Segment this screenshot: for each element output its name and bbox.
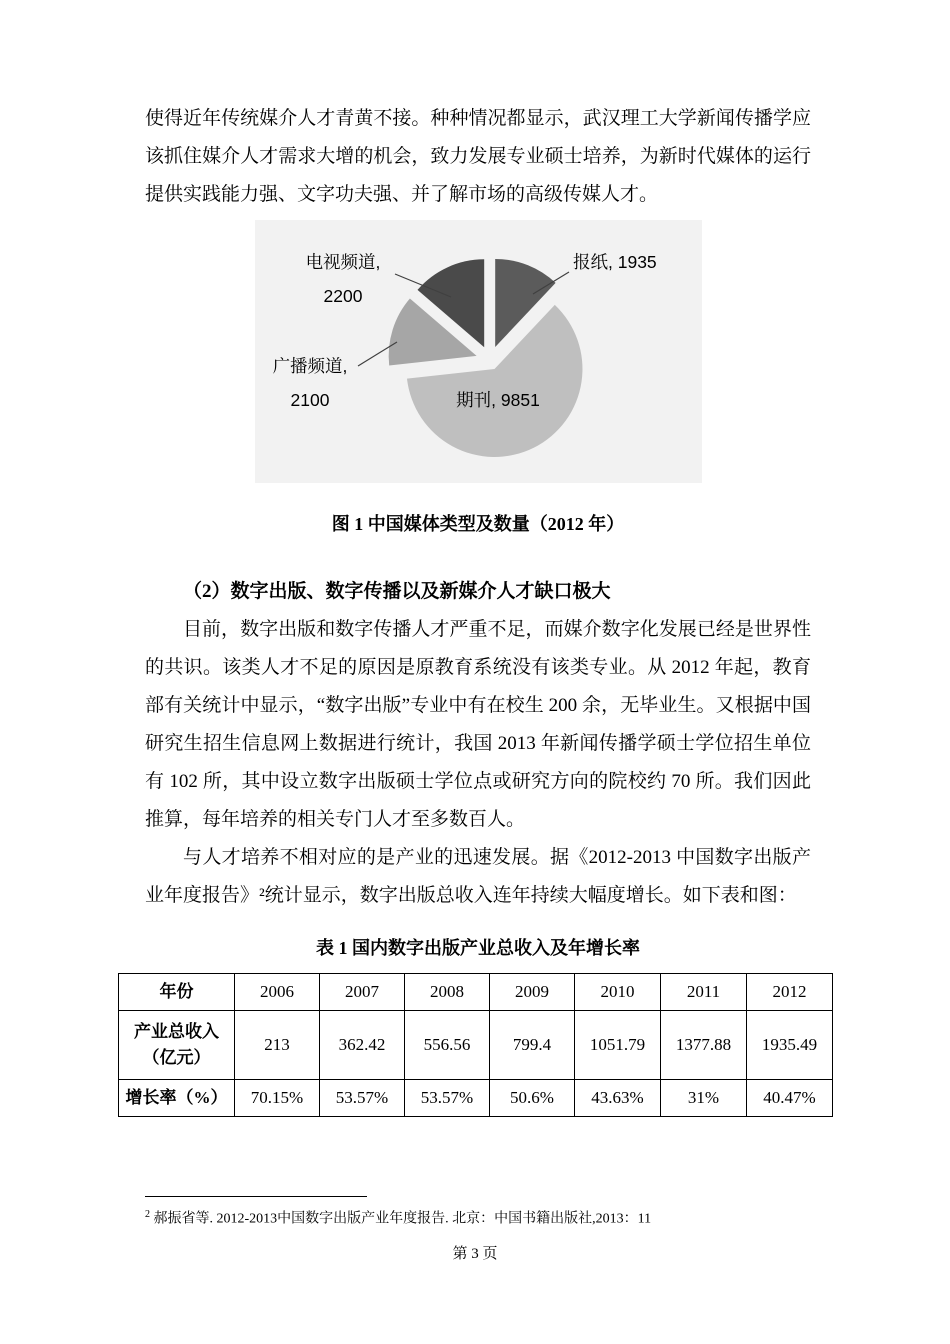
table-header-row [119, 974, 833, 1011]
table-header-2011: 2011 [661, 974, 747, 1011]
table-header-2012: 2012 [747, 974, 833, 1011]
row-label-growth: 增长率（%） [119, 1080, 235, 1117]
pie-label-dianshi-value: 2200 [323, 286, 362, 306]
growth-2007: 53.57% [320, 1080, 405, 1117]
growth-2008: 53.57% [405, 1080, 490, 1117]
table-row-revenue [119, 1011, 833, 1080]
growth-2009: 50.6% [490, 1080, 575, 1117]
body-paragraph-1: 使得近年传统媒介人才青黄不接。种种情况都显示，武汉理工大学新闻传播学应该抓住媒介人才需求大增的机会，致力发展专业硕士培养，为新时代媒体的运行提供实践能力强、文字功夫强、并了解市场的高级传媒人才。 [145, 108, 811, 205]
revenue-2011: 1377.88 [661, 1011, 747, 1080]
footnote-divider [145, 1196, 367, 1197]
pie-label-guangbo-name: 广播频道, [272, 356, 347, 376]
table-header-2008: 2008 [405, 974, 490, 1011]
table-header-2010: 2010 [575, 974, 661, 1011]
revenue-2008: 556.56 [405, 1011, 490, 1080]
revenue-2009: 799.4 [490, 1011, 575, 1080]
footnote-marker: 2 [145, 1209, 150, 1220]
row-label-revenue [119, 1011, 235, 1080]
table-row-growth [119, 1080, 833, 1117]
footnote-area [145, 1196, 811, 1230]
revenue-2007: 362.42 [320, 1011, 405, 1080]
page-number: 第 3 页 [452, 1246, 498, 1262]
pie-chart-figure [255, 220, 702, 483]
revenue-table [118, 973, 833, 1117]
pie-chart [255, 220, 702, 483]
body-paragraph-3: 与人才培养不相对应的是产业的迅速发展。据《2012-2013 中国数字出版产业年度报告》²统计显示，数字出版总收入连年持续大幅度增长。如下表和图： [145, 847, 811, 906]
table-header-2006: 2006 [235, 974, 320, 1011]
footnote-citation: 郝振省等. 2012-2013中国数字出版产业年度报告. 北京：中国书籍出版社,2013：11 [150, 1211, 652, 1227]
growth-2006: 70.15% [235, 1080, 320, 1117]
revenue-2012: 1935.49 [747, 1011, 833, 1080]
pie-label-dianshi-name: 电视频道, [305, 252, 380, 272]
figure-caption: 图 1 中国媒体类型及数量（2012 年） [331, 514, 625, 534]
revenue-2006: 213 [235, 1011, 320, 1080]
footnote [145, 1205, 811, 1230]
growth-2012: 40.47% [747, 1080, 833, 1117]
body-paragraph-2: 目前，数字出版和数字传播人才严重不足，而媒介数字化发展已经是世界性的共识。该类人才不足的原因是原教育系统没有该类专业。从 2012 年起，教育部有关统计中显示，“数字出版”专业中有在校生 200 余，无毕业生。又根据中国研究生招生信息网上数据进行统计，我国 2013 年新闻传播学硕士学位招生单位有 102 所，其中设立数字出版硕士学位点或研究方向的院校约 70 所。我们因此推算，每年培养的相关专门人才至多数百人。 [145, 619, 811, 830]
table-header-2007: 2007 [320, 974, 405, 1011]
table-header-year: 年份 [119, 974, 235, 1011]
growth-2011: 31% [661, 1080, 747, 1117]
growth-2010: 43.63% [575, 1080, 661, 1117]
pie-label-baozhi: 报纸, 1935 [572, 252, 657, 272]
table-header-2009: 2009 [490, 974, 575, 1011]
pie-label-guangbo-value: 2100 [290, 390, 329, 410]
revenue-2010: 1051.79 [575, 1011, 661, 1080]
row-label-revenue-line1: 产业总收入 [134, 1022, 219, 1041]
page-content [125, 100, 818, 1117]
table-caption: 表 1 国内数字出版产业总收入及年增长率 [316, 938, 640, 958]
section-heading: （2）数字出版、数字传播以及新媒介人才缺口极大 [183, 581, 611, 602]
pie-label-qikan: 期刊, 9851 [455, 390, 540, 410]
row-label-revenue-line2: （亿元） [142, 1048, 211, 1067]
